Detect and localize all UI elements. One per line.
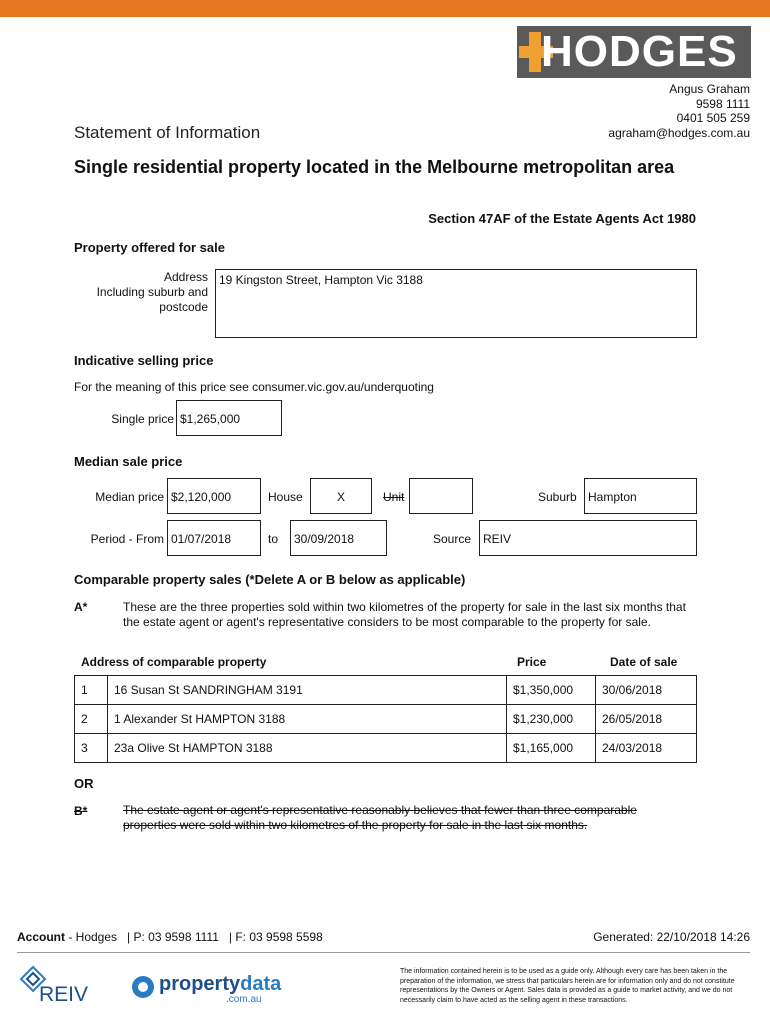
account-label: Account — [17, 930, 65, 944]
address-label-line: Including suburb and — [96, 285, 208, 299]
address-label-line: postcode — [159, 300, 208, 314]
single-price-label: Single price — [111, 412, 174, 426]
logo-text: HODGES — [541, 27, 738, 76]
table-row — [75, 734, 697, 763]
option-a-text: These are the three properties sold within two kilometres of the property for sale in the last six months that the estate agent or agent's representative considers to be most comparable to the property for sale. — [123, 600, 686, 629]
house-field[interactable]: X — [310, 478, 372, 514]
median-price-label: Median price — [95, 490, 164, 504]
row-number: 2 — [75, 705, 108, 734]
disclaimer-text: The information contained herein is to be used as a guide only. Although every care has been taken in the preparation of the information, we stress that particulars herein are for information only and do not constitute representations by the Owners or Agent. Sales data is provided as a guide to market activity, and we do not necessarily claim to have acted as the selling agent in these transactions. — [400, 968, 735, 1004]
row-address: 1 Alexander St HAMPTON 3188 — [108, 705, 507, 734]
median-heading: Median sale price — [74, 454, 183, 469]
row-address: 23a Olive St HAMPTON 3188 — [108, 734, 507, 763]
comparable-heading: Comparable property sales (*Delete A or B below as applicable) — [74, 572, 466, 587]
account-details: - Hodges | P: 03 9598 1111 | F: 03 9598 5598 — [65, 930, 323, 944]
row-date: 30/06/2018 — [596, 676, 697, 705]
indicative-note: For the meaning of this price see consumer.vic.gov.au/underquoting — [74, 380, 434, 394]
row-date: 24/03/2018 — [596, 734, 697, 763]
footer-account — [17, 930, 323, 944]
address-label-line: Address — [163, 270, 208, 284]
indicative-heading: Indicative selling price — [74, 353, 214, 368]
agent-contact — [608, 82, 750, 140]
reiv-logo — [17, 965, 97, 1005]
period-label: Period - From — [90, 532, 164, 546]
row-date: 26/05/2018 — [596, 705, 697, 734]
period-to-label: to — [268, 532, 279, 546]
agent-mobile: 0401 505 259 — [676, 111, 750, 125]
period-from-field[interactable]: 01/07/2018 — [167, 520, 261, 556]
table-row — [75, 705, 697, 734]
suburb-field[interactable]: Hampton — [584, 478, 697, 514]
source-label: Source — [433, 532, 472, 546]
propertydata-word-2: data — [240, 973, 282, 995]
option-b-label: B* — [74, 804, 88, 818]
reiv-text: REIV — [39, 983, 89, 1006]
option-b-text: The estate agent or agent's representative reasonably believes that fewer than three comparable properties were sold within two kilometres of the property for sale in the last six months. — [123, 803, 637, 832]
suburb-label: Suburb — [538, 490, 577, 504]
propertydata-icon — [130, 974, 156, 1000]
page-title: Single residential property located in the Melbourne metropolitan area — [74, 157, 675, 177]
option-a-label: A* — [74, 600, 88, 614]
agent-name: Angus Graham — [669, 82, 750, 96]
section-reference: Section 47AF of the Estate Agents Act 1980 — [428, 211, 696, 226]
row-number: 1 — [75, 676, 108, 705]
or-label: OR — [74, 776, 94, 791]
propertydata-word-1: property — [159, 973, 241, 995]
footer-divider — [17, 952, 750, 953]
single-price-field[interactable]: $1,265,000 — [176, 400, 282, 436]
col-header-date: Date of sale — [610, 655, 678, 669]
table-row — [75, 676, 697, 705]
agent-phone: 9598 1111 — [695, 96, 750, 111]
address-field[interactable]: 19 Kingston Street, Hampton Vic 3188 — [215, 269, 697, 338]
agent-email[interactable]: agraham@hodges.com.au — [608, 125, 750, 140]
top-accent-bar — [0, 0, 770, 17]
row-price: $1,350,000 — [507, 676, 596, 705]
propertydata-logo — [130, 972, 282, 1008]
propertydata-wordmark — [159, 973, 281, 996]
source-field[interactable]: REIV — [479, 520, 697, 556]
property-heading: Property offered for sale — [74, 240, 225, 255]
row-price: $1,165,000 — [507, 734, 596, 763]
address-label — [60, 270, 208, 315]
unit-field[interactable] — [409, 478, 473, 514]
statement-heading: Statement of Information — [74, 123, 261, 142]
generated-timestamp: Generated: 22/10/2018 14:26 — [593, 930, 750, 944]
house-label: House — [268, 490, 303, 504]
hodges-logo — [517, 26, 751, 78]
median-price-field[interactable]: $2,120,000 — [167, 478, 261, 514]
unit-label: Unit — [383, 490, 405, 504]
row-address: 16 Susan St SANDRINGHAM 3191 — [108, 676, 507, 705]
col-header-address: Address of comparable property — [81, 655, 267, 669]
row-number: 3 — [75, 734, 108, 763]
row-price: $1,230,000 — [507, 705, 596, 734]
period-to-field[interactable]: 30/09/2018 — [290, 520, 387, 556]
comparable-sales-table — [74, 675, 697, 763]
propertydata-domain: .com.au — [226, 994, 262, 1005]
col-header-price: Price — [517, 655, 547, 669]
